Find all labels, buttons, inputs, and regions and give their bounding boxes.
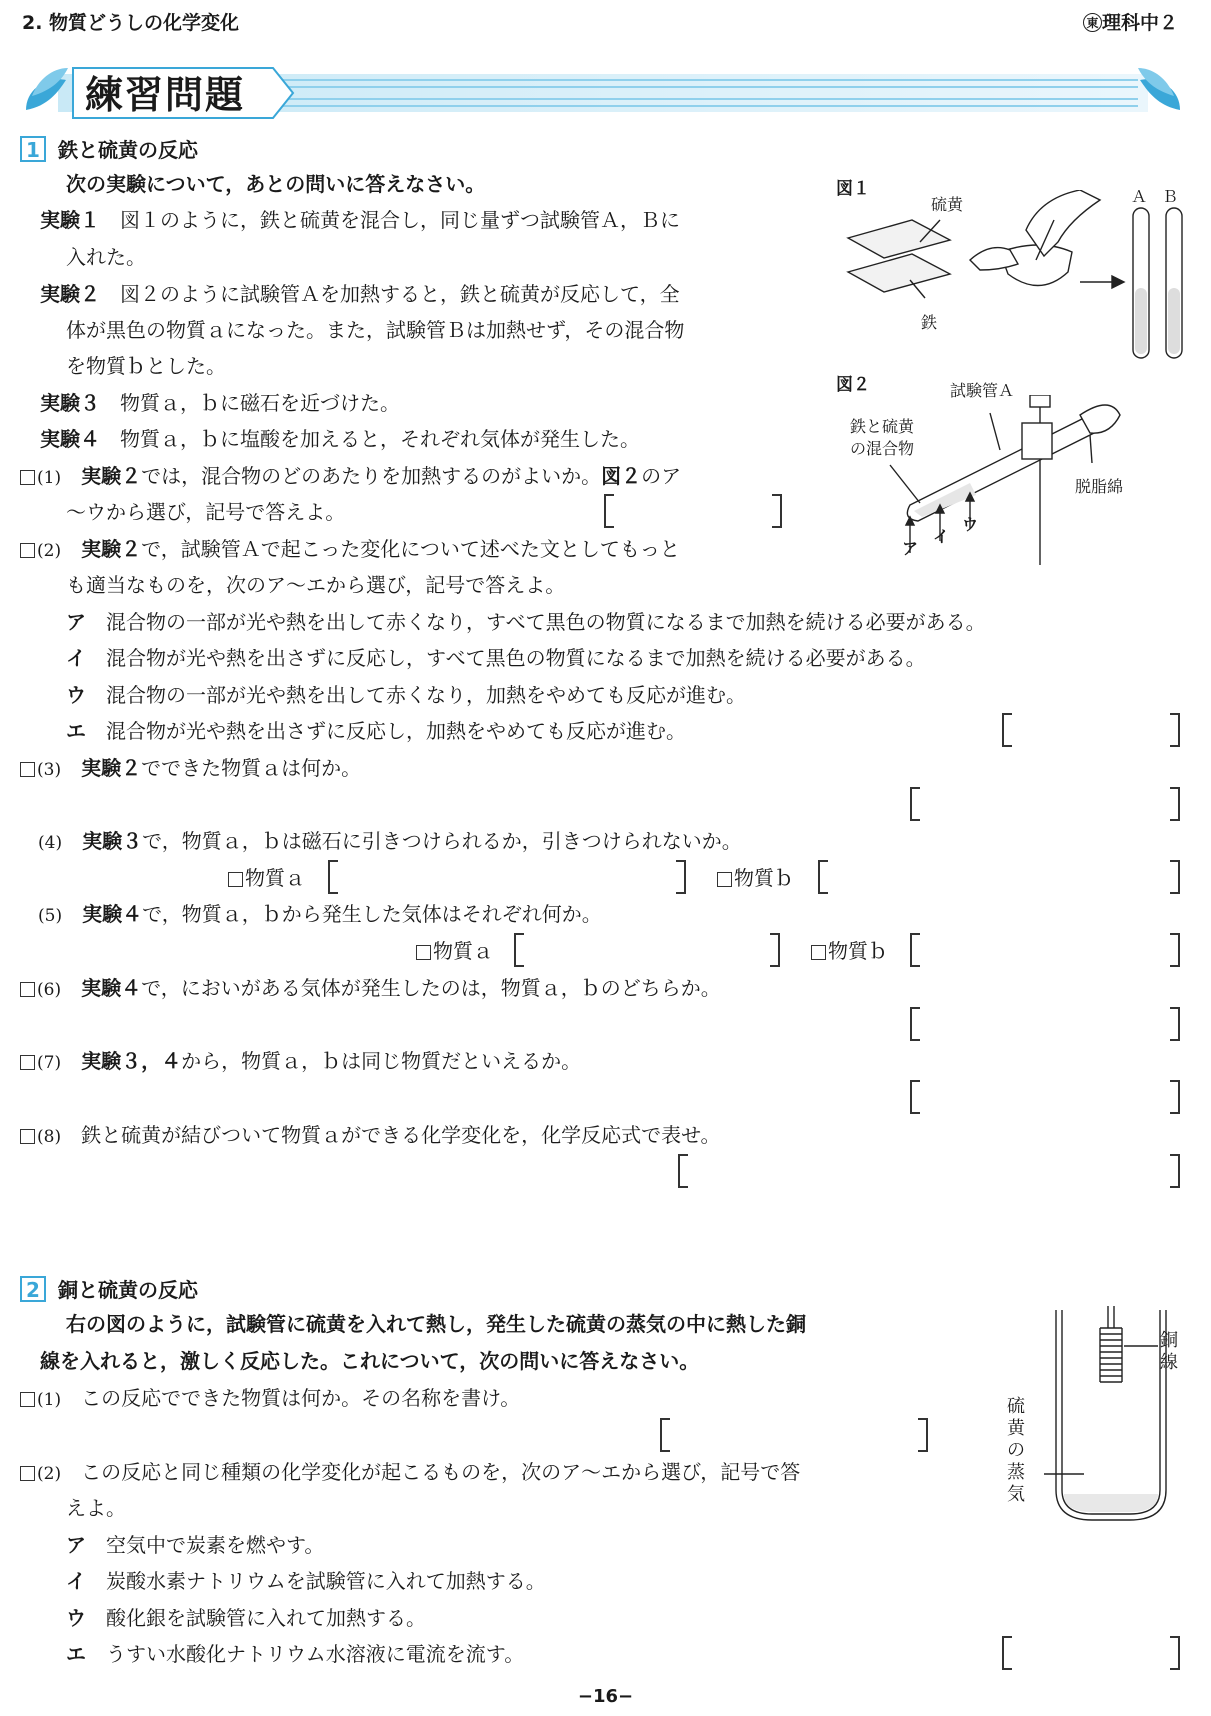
experiment2-cont1: 体が黒色の物質ａになった。また，試験管Ｂは加熱せず，その混合物 bbox=[66, 318, 685, 342]
answer-box-q5b-left[interactable] bbox=[910, 933, 920, 967]
answer-box-q4a-right[interactable] bbox=[676, 860, 686, 894]
fig1-sulfur-label: 硫黄 bbox=[931, 195, 964, 214]
experiment3: 実験３ 物質ａ，ｂに磁石を近づけた。 bbox=[40, 391, 400, 415]
fig2-label: 図２ bbox=[836, 375, 870, 395]
checkbox[interactable] bbox=[811, 945, 826, 960]
section2-heading bbox=[20, 1274, 198, 1303]
publisher-badge: 東 bbox=[1083, 13, 1102, 32]
question-4: (4) 実験３で，物質ａ，ｂは磁石に引きつけられるか，引きつけられないか。 bbox=[38, 829, 742, 853]
q2-choice-i: イ 混合物が光や熱を出さずに反応し，すべて黒色の物質になるまで加熱を続ける必要がある。 bbox=[66, 646, 926, 670]
chapter-title: 2. 物質どうしの化学変化 bbox=[22, 12, 240, 34]
answer-box-q4b-left[interactable] bbox=[818, 860, 828, 894]
q2-choice-a: ア 混合物の一部が光や熱を出して赤くなり，すべて黒色の物質になるまで加熱を続ける必要がある。 bbox=[66, 610, 986, 634]
q4-label-a: 物質ａ bbox=[228, 864, 305, 892]
answer-box-q2-right[interactable] bbox=[1170, 713, 1180, 747]
fig2-point-i: イ bbox=[933, 527, 950, 546]
answer-box-q6-right[interactable] bbox=[1170, 1007, 1180, 1041]
checkbox[interactable] bbox=[20, 1129, 35, 1144]
section1-intro: 次の実験について，あとの問いに答えなさい。 bbox=[66, 172, 486, 196]
s2q2-choice-u: ウ 酸化銀を試験管に入れて加熱する。 bbox=[66, 1606, 426, 1630]
answer-box-q4b-right[interactable] bbox=[1170, 860, 1180, 894]
section2-number: 2 bbox=[20, 1276, 46, 1302]
experiment2-cont2: を物質ｂとした。 bbox=[66, 354, 226, 378]
answer-box-q7-left[interactable] bbox=[910, 1080, 920, 1114]
s2q2-choice-e: エ うすい水酸化ナトリウム水溶液に電流を流す。 bbox=[66, 1642, 525, 1666]
answer-box-q5a-left[interactable] bbox=[514, 933, 524, 967]
page-number: −16− bbox=[577, 1686, 634, 1707]
q4-label-b: 物質ｂ bbox=[717, 864, 794, 892]
answer-box-q3-left[interactable] bbox=[910, 787, 920, 821]
answer-box-q7-right[interactable] bbox=[1170, 1080, 1180, 1114]
experiment1-cont: 入れた。 bbox=[66, 245, 146, 269]
checkbox[interactable] bbox=[717, 872, 732, 887]
section2-intro1: 右の図のように，試験管に硫黄を入れて熱し，発生した硫黄の蒸気の中に熱した銅 bbox=[66, 1312, 806, 1336]
answer-box-q1-right[interactable] bbox=[772, 494, 782, 528]
question-7: (7) 実験３，４から，物質ａ，ｂは同じ物質だといえるか。 bbox=[20, 1047, 581, 1077]
s2-question-1: (1) この反応でできた物質は何か。その名称を書け。 bbox=[20, 1384, 520, 1414]
answer-box-q3-right[interactable] bbox=[1170, 787, 1180, 821]
question-8: (8) 鉄と硫黄が結びついて物質ａができる化学変化を，化学反応式で表せ。 bbox=[20, 1121, 721, 1151]
checkbox[interactable] bbox=[20, 1466, 35, 1481]
q2-choice-u: ウ 混合物の一部が光や熱を出して赤くなり，加熱をやめても反応が進む。 bbox=[66, 683, 746, 707]
answer-box-q4a-left[interactable] bbox=[328, 860, 338, 894]
s2-sulfur-vapor-label: 硫黄の蒸気 bbox=[1007, 1396, 1025, 1505]
question-2: (2) 実験２で，試験管Ａで起こった変化について述べた文としてもっと bbox=[20, 535, 680, 565]
fig2-point-u: ウ bbox=[962, 515, 979, 534]
checkbox[interactable] bbox=[228, 872, 243, 887]
answer-box-q8-left[interactable] bbox=[678, 1154, 688, 1188]
answer-box-q6-left[interactable] bbox=[910, 1007, 920, 1041]
s2-question-2: (2) この反応と同じ種類の化学変化が起こるものを，次のア〜エから選び，記号で答 bbox=[20, 1458, 800, 1488]
q5-label-b: 物質ｂ bbox=[811, 937, 888, 965]
checkbox[interactable] bbox=[20, 470, 35, 485]
section1-heading bbox=[20, 134, 198, 163]
s2q2-choice-a: ア 空気中で炭素を燃やす。 bbox=[66, 1533, 325, 1557]
fig1-label: 図１ bbox=[836, 179, 870, 199]
section2-intro2: 線を入れると，激しく反応した。これについて，次の問いに答えなさい。 bbox=[40, 1349, 700, 1373]
answer-box-q8-right[interactable] bbox=[1170, 1154, 1180, 1188]
fig1-tube-b-label: Ｂ bbox=[1162, 187, 1179, 206]
question-3: (3) 実験２でできた物質ａは何か。 bbox=[20, 754, 361, 784]
answer-box-q2-left[interactable] bbox=[1002, 713, 1012, 747]
answer-box-q5b-right[interactable] bbox=[1170, 933, 1180, 967]
fig1-tube-a-label: Ａ bbox=[1131, 187, 1148, 206]
subject-label: 東 理科中２ bbox=[1083, 8, 1178, 35]
banner-title: 練習問題 bbox=[85, 73, 246, 117]
section1-title: 鉄と硫黄の反応 bbox=[58, 138, 198, 162]
answer-box-s2q1-left[interactable] bbox=[660, 1418, 670, 1452]
s2q2-choice-i: イ 炭酸水素ナトリウムを試験管に入れて加熱する。 bbox=[66, 1569, 546, 1593]
fig2-mix-label1: 鉄と硫黄 bbox=[850, 417, 915, 436]
question-1: (1) 実験２では，混合物のどのあたりを加熱するのがよいか。図２のア bbox=[20, 462, 681, 492]
experiment2: 実験２ 図２のように試験管Ａを加熱すると，鉄と硫黄が反応して，全 bbox=[40, 282, 680, 306]
fig2-mix-label2: の混合物 bbox=[850, 439, 915, 458]
checkbox[interactable] bbox=[20, 1055, 35, 1070]
fig1-illustration bbox=[840, 190, 1190, 360]
q5-label-a: 物質ａ bbox=[416, 937, 493, 965]
fig2-point-a: ア bbox=[902, 539, 919, 558]
answer-box-q5a-right[interactable] bbox=[770, 933, 780, 967]
answer-box-s2q1-right[interactable] bbox=[918, 1418, 928, 1452]
fig2-illustration bbox=[880, 395, 1130, 570]
answer-box-s2q2-right[interactable] bbox=[1170, 1636, 1180, 1670]
fig1-iron-label: 鉄 bbox=[921, 313, 938, 332]
section1-number: 1 bbox=[20, 136, 46, 162]
fig2-tube-label: 試験管Ａ bbox=[950, 381, 1015, 400]
experiment1: 実験１ 図１のように，鉄と硫黄を混合し，同じ量ずつ試験管Ａ，Ｂに bbox=[40, 208, 680, 232]
question-5: (5) 実験４で，物質ａ，ｂから発生した気体はそれぞれ何か。 bbox=[38, 902, 602, 926]
fig2-cotton-label: 脱脂綿 bbox=[1075, 477, 1124, 496]
answer-box-s2q2-left[interactable] bbox=[1002, 1636, 1012, 1670]
question-2-cont: も適当なものを，次のア〜エから選び，記号で答えよ。 bbox=[66, 573, 566, 597]
checkbox[interactable] bbox=[416, 945, 431, 960]
experiment4: 実験４ 物質ａ，ｂに塩酸を加えると，それぞれ気体が発生した。 bbox=[40, 427, 640, 451]
section2-title: 銅と硫黄の反応 bbox=[58, 1278, 198, 1302]
s2-question-2-cont: えよ。 bbox=[66, 1496, 126, 1520]
q2-choice-e: エ 混合物が光や熱を出さずに反応し，加熱をやめても反応が進む。 bbox=[66, 719, 686, 743]
question-1-cont: 〜ウから選び，記号で答えよ。 bbox=[66, 500, 346, 524]
checkbox[interactable] bbox=[20, 1392, 35, 1407]
question-6: (6) 実験４で，においがある気体が発生したのは，物質ａ，ｂのどちらか。 bbox=[20, 974, 721, 1004]
checkbox[interactable] bbox=[20, 982, 35, 997]
checkbox[interactable] bbox=[20, 543, 35, 558]
answer-box-q1-left[interactable] bbox=[604, 494, 614, 528]
checkbox[interactable] bbox=[20, 762, 35, 777]
s2-copper-wire-label: 銅線 bbox=[1160, 1330, 1178, 1373]
